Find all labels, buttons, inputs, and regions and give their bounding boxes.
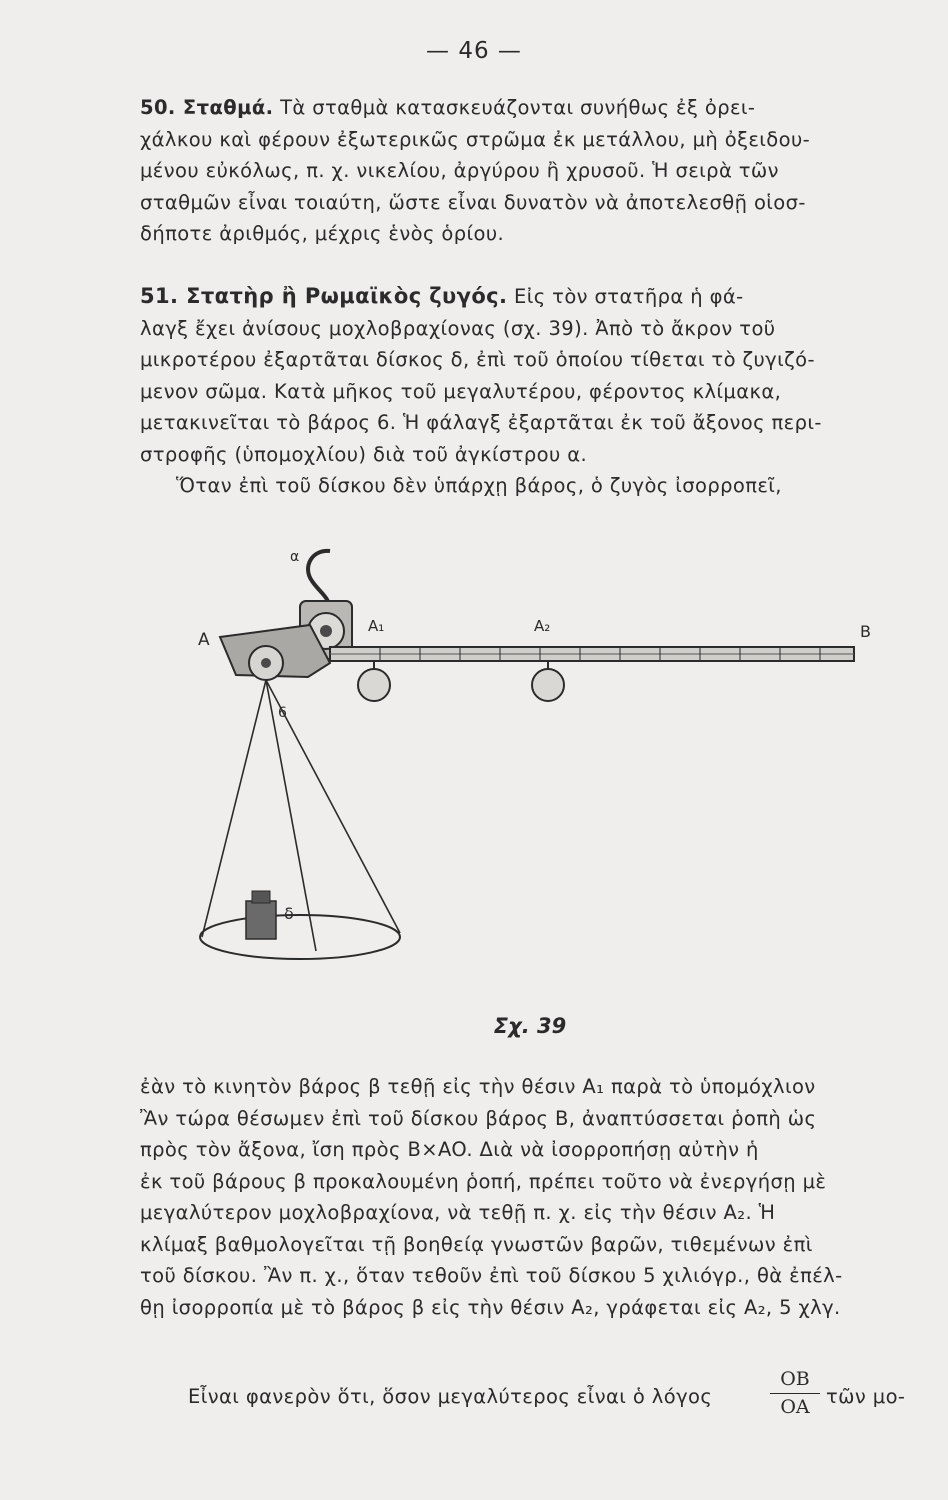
text-line: Ἂν τώρα θέσωμεν ἐπὶ τοῦ δίσκου βάρος B, ἀναπτύσσεται ῥοπὴ ὡς [140, 1106, 817, 1130]
text-line: πρὸς τὸν ἄξονα, ἴση πρὸς B×AO. Διὰ νὰ ἰσορροπήσῃ αὐτὴν ἡ [140, 1138, 759, 1161]
text-line: ἐὰν τὸ κινητὸν βάρος β τεθῇ εἰς τὴν θέσιν A₁ παρὰ τὸ ὑπομόχλιον [140, 1075, 816, 1098]
text-line: στροφῆς (ὑπομοχλίου) διὰ τοῦ ἀγκίστρου α. [140, 442, 588, 466]
text-line [140, 92, 908, 124]
section-50-heading: 50. Σταθμά. [140, 96, 274, 119]
sliding-weight-a2 [532, 669, 564, 701]
section-50 [140, 92, 908, 250]
text-line: μικροτέρου ἐξαρτᾶται δίσκος δ, ἐπὶ τοῦ ὁποίου τίθεται τὸ ζυγιζό- [140, 348, 815, 371]
text-line-content: Εἰς τὸν στατῆρα ἡ φά- [514, 285, 744, 308]
disc-hanger-center [261, 658, 271, 668]
pivot-center [320, 625, 332, 637]
fraction-denominator: OA [780, 1396, 810, 1418]
label-alpha: α [290, 549, 300, 565]
last-line-end: τῶν μο- [826, 1385, 906, 1408]
text-line: λαγξ ἔχει ἀνίσους μοχλοβραχίονας (σχ. 39). Ἀπὸ τὸ ἄκρον τοῦ [140, 316, 776, 340]
text-line: θῃ ἰσορροπία μὲ τὸ βάρος β εἰς τὴν θέσιν A₂, γράφεται εἰς A₂, 5 χλγ. [140, 1295, 841, 1319]
fraction-numerator: OB [770, 1366, 820, 1394]
label-beta: 6 [278, 705, 287, 721]
section-51 [140, 281, 908, 502]
label-A2: A₂ [534, 617, 551, 635]
text-line: σταθμῶν εἶναι τοιαύτη, ὥστε εἶναι δυνατὸν νὰ ἀποτελεσθῇ οἱοσ- [140, 190, 806, 214]
sliding-weight-a1 [358, 669, 390, 701]
text-line: μενον σῶμα. Κατὰ μῆκος τοῦ μεγαλυτέρου, φέροντος κλίμακα, [140, 379, 782, 403]
text-line-content: Τὰ σταθμὰ κατασκευάζονται συνήθως ἐξ ὀρει- [280, 96, 756, 119]
text-line: μετακινεῖται τὸ βάρος 6. Ἡ φάλαγξ ἐξαρτᾶται ἐκ τοῦ ἄξονος περι- [140, 411, 822, 434]
text-line: μένου εὐκόλως, π. χ. νικελίου, ἀργύρου ἢ χρυσοῦ. Ἡ σειρὰ τῶν [140, 159, 779, 182]
section-51-heading: 51. Στατὴρ ἢ Ρωμαϊκὸς ζυγός. [140, 284, 508, 308]
label-A: A [198, 630, 210, 650]
label-A1: A₁ [368, 617, 385, 635]
ratio-fraction [770, 1366, 820, 1420]
text-line: μεγαλύτερον μοχλοβραχίονα, νὰ τεθῇ π. χ. εἰς τὴν θέσιν A₂. Ἡ [140, 1201, 776, 1224]
last-line-start: Εἶναι φανερὸν ὅτι, ὅσον μεγαλύτερος εἶναι ὁ λόγος [188, 1385, 713, 1408]
object-on-pan [246, 901, 276, 939]
text-line: χάλκου καὶ φέρουν ἐξωτερικῶς στρῶμα ἐκ μετάλλου, μὴ ὀξειδου- [140, 127, 811, 151]
figure-caption: Σχ. 39 [493, 1014, 567, 1038]
steelyard-figure [180, 545, 880, 1015]
text-line: κλίμαξ βαθμολογεῖται τῇ βοηθείᾳ γνωστῶν βαρῶν, τιθεμένων ἐπὶ [140, 1232, 813, 1256]
text-line: δήποτε ἀριθμός, μέχρις ἑνὸς ὁρίου. [140, 222, 505, 245]
text-line: ἐκ τοῦ βάρους β προκαλουμένη ῥοπή, πρέπει τοῦτο νὰ ἐνεργήσῃ μὲ [140, 1169, 827, 1193]
label-B: B [860, 622, 871, 641]
page-number: — 46 — [426, 38, 522, 64]
text-line: Ὅταν ἐπὶ τοῦ δίσκου δὲν ὑπάρχῃ βάρος, ὁ ζυγὸς ἰσορροπεῖ, [176, 474, 782, 497]
object-top [252, 891, 270, 903]
continuation-text [140, 1071, 908, 1323]
weighing-pan [200, 915, 400, 959]
text-line [140, 281, 908, 313]
text-line: τοῦ δίσκου. Ἂν π. χ., ὅταν τεθοῦν ἐπὶ τοῦ δίσκου 5 χιλιόγρ., θὰ ἐπέλ- [140, 1264, 843, 1287]
label-delta: δ [284, 904, 294, 923]
